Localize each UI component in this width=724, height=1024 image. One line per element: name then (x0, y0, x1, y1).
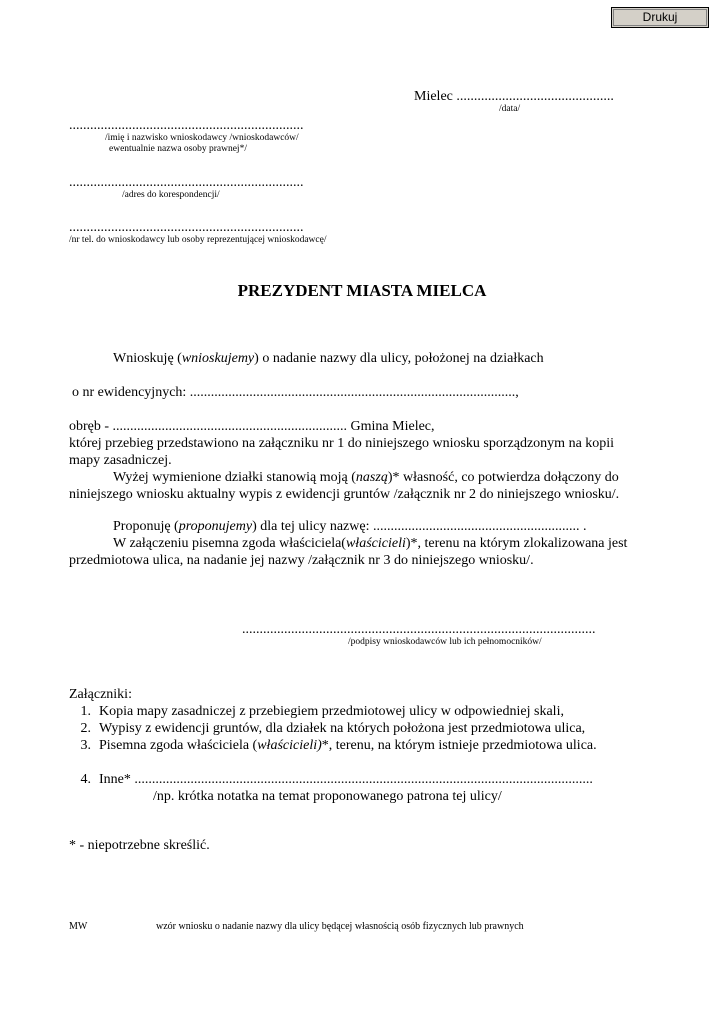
ownership-line-2: niniejszego wniosku aktualny wypis z ewidencji gruntów /załącznik nr 2 do niniejszego wniosku/. (69, 487, 620, 502)
address-caption: /adres do korespondencji/ (122, 190, 220, 200)
footer-code: MW (69, 921, 88, 932)
request-text-pre: Wnioskuję ( (113, 351, 182, 366)
place-date-line: Mielec ............................................. (414, 89, 614, 104)
request-text-post: ) o nadanie nazwy dla ulicy, położonej na działkach (254, 351, 544, 366)
route-line-2: mapy zasadniczej. (69, 453, 172, 468)
attachment-text: Wypisy z ewidencji gruntów, dla działek na których położona jest przedmiotowa ulica, (99, 721, 586, 736)
parcel-numbers-line: o nr ewidencyjnych: ............................................................................................., (72, 385, 519, 400)
footnote: * - niepotrzebne skreślić. (69, 838, 210, 853)
attachment-text: Inne* ................................................................................................................................... (99, 772, 593, 787)
ownership-line (113, 469, 619, 486)
attachment-item (69, 720, 585, 737)
phone-caption: /nr tel. do wnioskodawcy lub osoby reprezentującej wnioskodawcę/ (69, 235, 327, 245)
request-text-em: wnioskujemy (181, 351, 255, 366)
footer-description: wzór wniosku o nadanie nazwy dla ulicy będącej własnością osób fizycznych lub prawnych (156, 921, 524, 932)
address-line: ................................................................... (69, 175, 304, 190)
attachment-text-pre: Pisemna zgoda właściciela ( (99, 738, 258, 753)
attachment-number: 2. (80, 721, 91, 736)
proposed-name-line (113, 518, 586, 535)
proposed-text-pre: Proponuję ( (113, 519, 179, 534)
attachment-item (69, 737, 597, 754)
proposed-text-em: proponujemy (178, 519, 253, 534)
consent-line (113, 535, 627, 552)
print-button[interactable]: Drukuj (611, 7, 709, 28)
ownership-text-post: )* własność, co potwierdza dołączony do (387, 470, 619, 485)
applicant-name-caption: /imię i nazwisko wnioskodawcy /wnioskodawców/ (105, 133, 299, 143)
request-paragraph (113, 350, 544, 367)
attachment-text-post: *, terenu, na którym istnieje przedmiotowa ulica. (321, 738, 597, 753)
attachment-number: 1. (80, 704, 91, 719)
addressee-title: PREZYDENT MIASTA MIELCA (237, 281, 487, 300)
precinct-line: obręb - ................................................................... Gmina Mielec, (69, 419, 435, 434)
signature-line: ..................................................................................................... (242, 622, 596, 637)
ownership-text-pre: Wyżej wymienione działki stanowią moją ( (113, 470, 356, 485)
attachment-item (69, 771, 593, 788)
attachment-number: 3. (80, 738, 91, 753)
consent-text-em: właścicieli (345, 536, 406, 551)
attachment-number: 4. (80, 772, 91, 787)
ownership-text-em: naszą (355, 470, 388, 485)
route-line: której przebieg przedstawiono na załączniku nr 1 do niniejszego wniosku sporządzonym na kopii (69, 436, 615, 451)
phone-line: ................................................................... (69, 220, 304, 235)
consent-text-pre: W załączeniu pisemna zgoda właściciela( (113, 536, 346, 551)
signature-caption: /podpisy wnioskodawców lub ich pełnomocników/ (348, 637, 542, 647)
date-caption: /data/ (499, 104, 521, 114)
consent-line-2: przedmiotowa ulica, na nadanie jej nazwy /załącznik nr 3 do niniejszego wniosku/. (69, 553, 534, 568)
applicant-name-caption-2: ewentualnie nazwa osoby prawnej*/ (109, 144, 247, 154)
attachments-heading: Załączniki: (69, 687, 132, 702)
attachment-text-em: właścicieli) (257, 738, 322, 753)
attachment-text: Kopia mapy zasadniczej z przebiegiem przedmiotowej ulicy w odpowiedniej skali, (99, 704, 564, 719)
consent-text-post: )*, terenu na którym zlokalizowana jest (405, 536, 628, 551)
attachment-item (69, 703, 564, 720)
applicant-name-line: ................................................................... (69, 118, 304, 133)
proposed-text-post: ) dla tej ulicy nazwę: ........................................................... . (252, 519, 587, 534)
attachment-note: /np. krótka notatka na temat proponowanego patrona tej ulicy/ (153, 789, 502, 804)
